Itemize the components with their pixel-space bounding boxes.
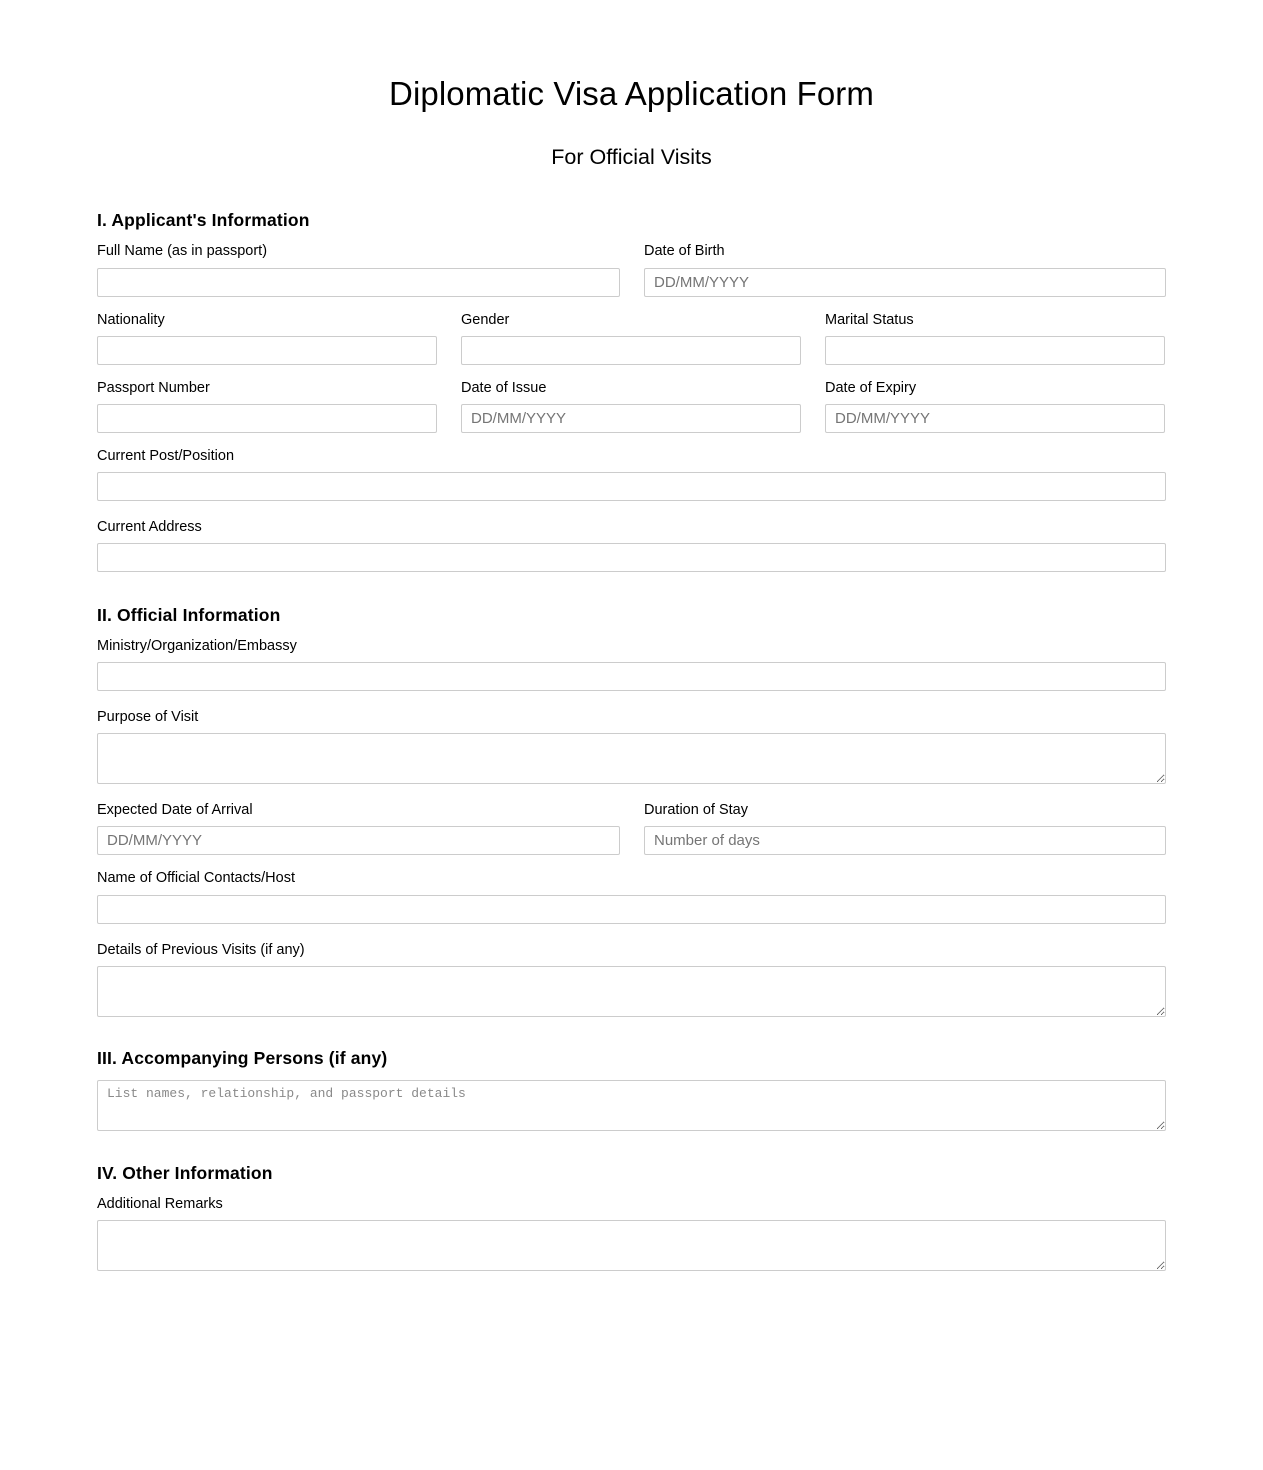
expected-arrival-input[interactable] [97,826,620,855]
field-current-post [97,447,1166,501]
section-heading-accompanying-persons: III. Accompanying Persons (if any) [97,1047,388,1068]
full-name-input[interactable] [97,268,620,297]
field-purpose-of-visit [97,708,1166,784]
field-official-contacts [97,869,1166,923]
section-heading-official-information: II. Official Information [97,605,281,626]
section-heading-applicant-information: I. Applicant's Information [97,210,310,231]
accompanying-persons-textarea[interactable] [97,1080,1166,1131]
field-date-of-issue [461,379,801,433]
form-content [0,210,1263,1270]
field-duration-of-stay [644,801,1166,855]
date-of-expiry-input[interactable] [825,404,1165,433]
duration-of-stay-input[interactable] [644,826,1166,855]
purpose-of-visit-textarea[interactable] [97,733,1166,784]
page-subtitle: For Official Visits [551,144,712,169]
label-previous-visits: Details of Previous Visits (if any) [97,941,305,958]
field-current-address [97,518,1166,572]
field-ministry [97,637,1166,691]
field-nationality [97,311,437,365]
label-current-address: Current Address [97,518,202,535]
previous-visits-textarea[interactable] [97,966,1166,1017]
current-post-input[interactable] [97,472,1166,501]
field-passport-number [97,379,437,433]
label-nationality: Nationality [97,311,165,328]
field-marital-status [825,311,1165,365]
label-current-post: Current Post/Position [97,447,235,464]
row-name-dob [97,242,1166,296]
section-heading-other-information: IV. Other Information [97,1162,273,1183]
field-additional-remarks [97,1195,1166,1271]
row-nationality-gender-marital [97,311,1166,365]
official-contacts-input[interactable] [97,895,1166,924]
label-expected-arrival: Expected Date of Arrival [97,802,253,819]
label-date-of-issue: Date of Issue [461,379,547,396]
marital-status-input[interactable] [825,336,1165,365]
label-purpose-of-visit: Purpose of Visit [97,709,199,726]
nationality-input[interactable] [97,336,437,365]
row-arrival-duration [97,801,1166,855]
field-expected-arrival [97,801,620,855]
label-full-name: Full Name (as in passport) [97,243,268,260]
field-previous-visits [97,941,1166,1017]
label-additional-remarks: Additional Remarks [97,1195,223,1212]
field-date-of-expiry [825,379,1165,433]
field-date-of-birth [644,242,1166,296]
additional-remarks-textarea[interactable] [97,1220,1166,1271]
date-of-birth-input[interactable] [644,268,1166,297]
date-of-issue-input[interactable] [461,404,801,433]
label-date-of-expiry: Date of Expiry [825,379,917,396]
label-date-of-birth: Date of Birth [644,243,725,260]
row-passport-issue-expiry [97,379,1166,433]
field-full-name [97,242,620,296]
page-title: Diplomatic Visa Application Form [389,75,874,112]
field-gender [461,311,801,365]
field-accompanying-persons [97,1080,1166,1131]
current-address-input[interactable] [97,543,1166,572]
label-passport-number: Passport Number [97,379,210,396]
label-ministry: Ministry/Organization/Embassy [97,638,297,655]
label-marital-status: Marital Status [825,311,914,328]
passport-number-input[interactable] [97,404,437,433]
ministry-input[interactable] [97,662,1166,691]
label-duration-of-stay: Duration of Stay [644,802,748,819]
gender-input[interactable] [461,336,801,365]
label-official-contacts: Name of Official Contacts/Host [97,870,295,887]
label-gender: Gender [461,311,510,328]
